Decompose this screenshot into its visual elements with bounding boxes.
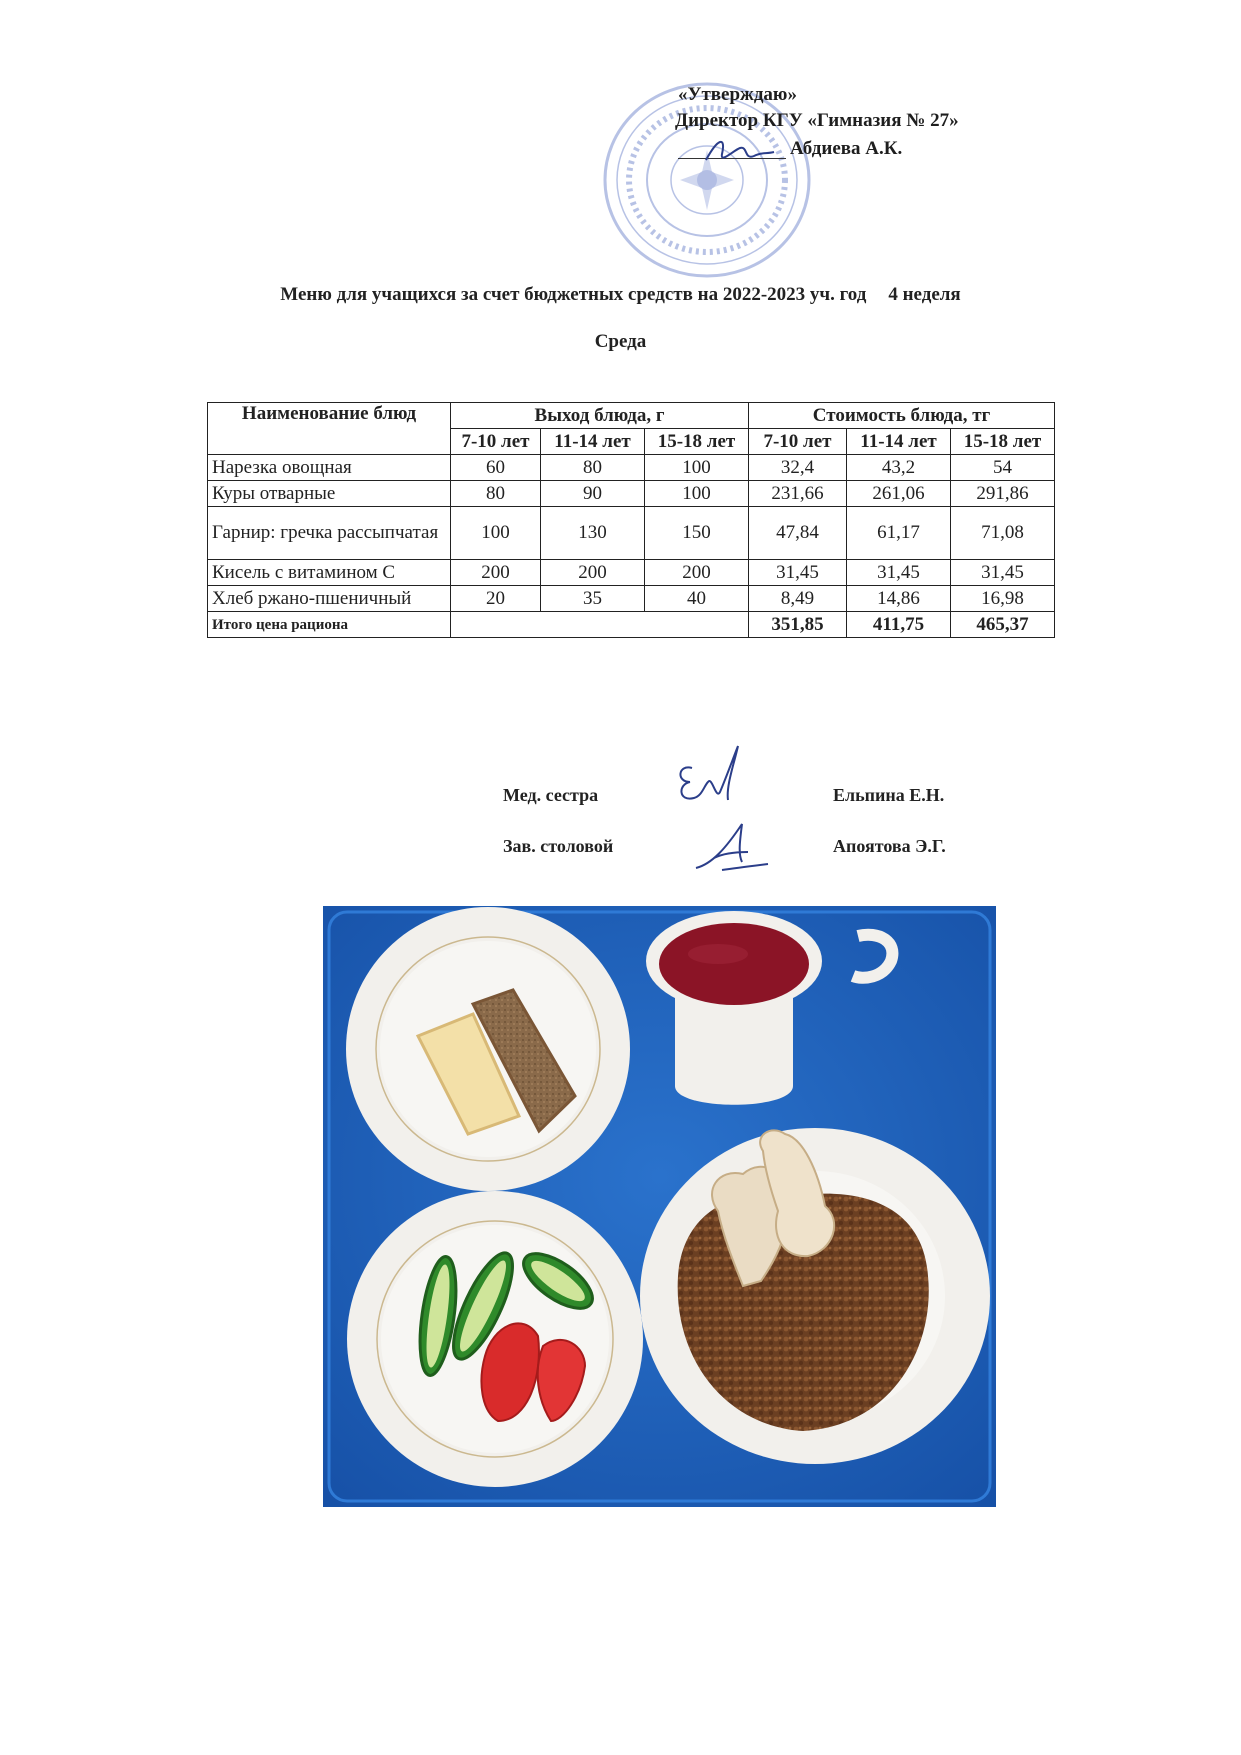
header-age: 7-10 лет: [749, 429, 847, 455]
nurse-name: Ельпина Е.Н.: [833, 785, 945, 805]
table-total-row: [208, 612, 1055, 638]
dish-name: Нарезка овощная: [208, 455, 451, 481]
approval-block: [600, 80, 1020, 280]
dish-value: 61,17: [847, 507, 951, 560]
total-value: 411,75: [847, 612, 951, 638]
header-dish-name: Наименование блюд: [208, 403, 451, 455]
dish-value: 54: [951, 455, 1055, 481]
main-plate: [640, 1128, 990, 1464]
dish-value: 291,86: [951, 481, 1055, 507]
vegetable-plate: [347, 1191, 643, 1487]
dish-name: Хлеб ржано-пшеничный: [208, 586, 451, 612]
table-row: [208, 481, 1055, 507]
dish-value: 47,84: [749, 507, 847, 560]
dish-value: 150: [645, 507, 749, 560]
header-yield: Выход блюда, г: [451, 403, 749, 429]
day-title: Среда: [594, 331, 647, 352]
bread-plate: [346, 907, 630, 1191]
dish-name: Кисель с витамином С: [208, 560, 451, 586]
dish-value: 100: [451, 507, 541, 560]
dish-value: 35: [541, 586, 645, 612]
canteen-name: Апоятова Э.Г.: [833, 836, 946, 856]
dish-value: 200: [541, 560, 645, 586]
director-name: Абдиева А.К.: [790, 138, 903, 159]
dish-value: 60: [451, 455, 541, 481]
total-label: Итого цена рациона: [208, 612, 451, 638]
nurse-signature-icon: [668, 742, 748, 808]
dish-value: 100: [645, 481, 749, 507]
canteen-role: Зав. столовой: [503, 836, 614, 856]
director-signature-icon: [700, 130, 780, 170]
header-age: 11-14 лет: [541, 429, 645, 455]
dish-value: 80: [451, 481, 541, 507]
dish-name: Куры отварные: [208, 481, 451, 507]
menu-table: [207, 402, 1055, 638]
nurse-role: Мед. сестра: [503, 785, 599, 805]
dish-value: 40: [645, 586, 749, 612]
week-label: 4 неделя: [888, 284, 961, 305]
dish-value: 31,45: [951, 560, 1055, 586]
table-row: [208, 455, 1055, 481]
approval-title: «Утверждаю»: [678, 84, 797, 105]
dish-value: 200: [451, 560, 541, 586]
header-age: 15-18 лет: [645, 429, 749, 455]
dish-value: 43,2: [847, 455, 951, 481]
dish-value: 8,49: [749, 586, 847, 612]
dish-value: 130: [541, 507, 645, 560]
meal-photo: [323, 906, 996, 1507]
dish-value: 14,86: [847, 586, 951, 612]
dish-value: 20: [451, 586, 541, 612]
dish-value: 90: [541, 481, 645, 507]
approval-position: Директор КГУ «Гимназия № 27»: [675, 110, 959, 131]
table-row: [208, 560, 1055, 586]
dish-value: 31,45: [749, 560, 847, 586]
menu-title-text: Меню для учащихся за счет бюджетных средств на 2022-2023 уч. год: [280, 284, 867, 305]
table-row: [208, 586, 1055, 612]
header-age: 7-10 лет: [451, 429, 541, 455]
dish-value: 71,08: [951, 507, 1055, 560]
table-header-row: [208, 403, 1055, 429]
dish-value: 32,4: [749, 455, 847, 481]
meal-tray-illustration: [323, 906, 996, 1507]
dish-value: 231,66: [749, 481, 847, 507]
dish-value: 100: [645, 455, 749, 481]
total-value: 465,37: [951, 612, 1055, 638]
dish-value: 261,06: [847, 481, 951, 507]
header-age: 15-18 лет: [951, 429, 1055, 455]
dish-value: 16,98: [951, 586, 1055, 612]
total-empty-cell: [451, 612, 749, 638]
dish-value: 31,45: [847, 560, 951, 586]
canteen-signature-icon: [692, 818, 772, 874]
dish-value: 80: [541, 455, 645, 481]
menu-title: [0, 284, 1241, 306]
table-row: [208, 507, 1055, 560]
header-cost: Стоимость блюда, тг: [749, 403, 1055, 429]
dish-name: Гарнир: гречка рассыпчатая: [208, 507, 451, 560]
dish-value: 200: [645, 560, 749, 586]
total-value: 351,85: [749, 612, 847, 638]
header-age: 11-14 лет: [847, 429, 951, 455]
